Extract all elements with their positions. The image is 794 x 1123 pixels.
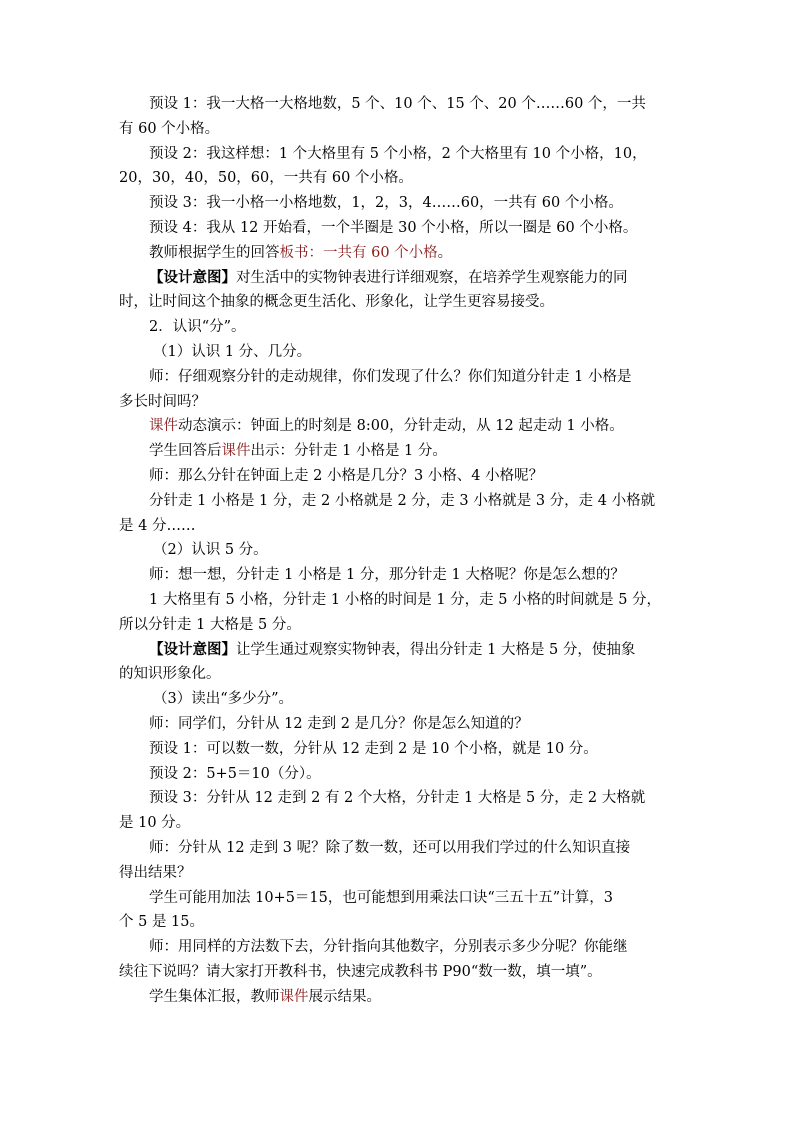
courseware-highlight-2: 课件 xyxy=(221,443,251,460)
teacher-q1-line-1: 师：仔细观察分针的走动规律，你们发现了什么？你们知道分针走 1 小格是 xyxy=(149,368,632,385)
teacher-q5-line-2: 得出结果？ xyxy=(119,864,192,881)
courseware-show-pre: 学生回答后 xyxy=(149,443,222,460)
preset-a-1: 预设 1：可以数一数，分针从 12 走到 2 是 10 个小格，就是 10 分。 xyxy=(149,740,598,757)
courseware-demo-text: 动态演示：钟面上的时刻是 8:00，分针走动，从 12 起走动 1 小格。 xyxy=(178,418,624,435)
board-pre-text: 教师根据学生的回答 xyxy=(149,244,280,261)
subsection-3-heading: （3）读出“多少分”。 xyxy=(153,691,294,708)
courseware-demo-line xyxy=(119,414,679,439)
design-intent-1-text: 对生活中的实物钟表进行详细观察，在培养学生观察能力的同 xyxy=(236,269,628,286)
design-intent-2-line-1 xyxy=(119,638,679,663)
preset-a-2: 预设 2：5+5＝10（分）。 xyxy=(149,765,321,782)
preset-1-line-1: 预设 1：我一大格一大格地数，5 个、10 个、15 个、20 个……60 个，一共 xyxy=(149,96,646,112)
answer-2-line-2: 所以分针走 1 大格是 5 分。 xyxy=(119,616,301,633)
answer-1-line-2: 是 4 分…… xyxy=(119,517,196,534)
document-body xyxy=(119,92,679,1009)
preset-3: 预设 3：我一小格一小格地数，1，2，3，4……60，一共有 60 个小格。 xyxy=(149,195,623,212)
answer-3-line-1: 学生可能用加法 10+5＝15，也可能想到用乘法口诀“三五十五”计算，3 xyxy=(149,889,613,906)
design-intent-2-line-2: 的知识形象化。 xyxy=(119,666,221,683)
preset-4: 预设 4：我从 12 开始看，一个半圈是 30 个小格，所以一圈是 60 个小格。 xyxy=(149,219,638,236)
preset-2-line-2: 20，30，40，50，60，一共有 60 个小格。 xyxy=(119,170,413,187)
courseware-show-line xyxy=(119,439,679,464)
teacher-q6-line-1: 师：用同样的方法数下去，分针指向其他数字，分别表示多少分呢？你能继 xyxy=(149,939,628,956)
ending-pre: 学生集体汇报，教师 xyxy=(149,988,280,1005)
preset-a-3-line-1: 预设 3：分针从 12 走到 2 有 2 个大格，分针走 1 大格是 5 分，走 2 大格就 xyxy=(149,790,646,807)
board-post-text: 。 xyxy=(437,244,453,261)
teacher-board-line xyxy=(119,241,679,266)
subsection-1-heading: （1）认识 1 分、几分。 xyxy=(153,343,312,360)
teacher-q1-line-2: 多长时间吗？ xyxy=(119,393,206,410)
answer-2-line-1: 1 大格里有 5 小格，分针走 1 小格的时间是 1 分，走 5 小格的时间就是 5 分， xyxy=(149,591,662,608)
answer-3-line-2: 个 5 是 15。 xyxy=(119,914,205,931)
design-intent-1-line-2: 时，让时间这个抽象的概念更生活化、形象化，让学生更容易接受。 xyxy=(119,294,554,311)
subsection-2-heading: （2）认识 5 分。 xyxy=(153,542,268,559)
design-intent-tag: 【设计意图】 xyxy=(149,640,236,658)
courseware-highlight-1: 课件 xyxy=(149,418,178,435)
ending-line xyxy=(119,985,679,1010)
preset-2-line-1: 预设 2：我这样想：1 个大格里有 5 个小格，2 个大格里有 10 个小格，10， xyxy=(149,145,647,162)
board-highlight: 板书：一共有 60 个小格 xyxy=(279,244,438,261)
design-intent-tag: 【设计意图】 xyxy=(149,268,236,286)
teacher-q6-line-2: 续往下说吗？请大家打开教科书，快速完成教科书 P90“数一数，填一填”。 xyxy=(119,963,602,980)
section-2-heading: 2．认识“分”。 xyxy=(149,319,246,336)
design-intent-1-line-1 xyxy=(119,266,679,291)
answer-1-line-1: 分针走 1 小格是 1 分，走 2 小格就是 2 分，走 3 小格就是 3 分，走 4 小格就 xyxy=(149,492,656,509)
design-intent-2-text: 让学生通过观察实物钟表，得出分针走 1 大格是 5 分，使抽象 xyxy=(236,641,636,658)
teacher-q2: 师：那么分针在钟面上走 2 小格是几分？3 小格、4 小格呢？ xyxy=(149,467,544,484)
courseware-show-post: 出示：分针走 1 小格是 1 分。 xyxy=(250,443,447,460)
preset-1-line-2: 有 60 个小格。 xyxy=(119,120,220,137)
teacher-q4: 师：同学们，分针从 12 走到 2 是几分？你是怎么知道的？ xyxy=(149,715,529,732)
courseware-highlight-3: 课件 xyxy=(279,988,309,1005)
preset-a-3-line-2: 是 10 分。 xyxy=(119,815,191,832)
teacher-q3: 师：想一想，分针走 1 小格是 1 分，那分针走 1 大格呢？你是怎么想的？ xyxy=(149,567,625,584)
teacher-q5-line-1: 师：分针从 12 走到 3 呢？除了数一数，还可以用我们学过的什么知识直接 xyxy=(149,839,631,856)
ending-post: 展示结果。 xyxy=(308,988,381,1005)
